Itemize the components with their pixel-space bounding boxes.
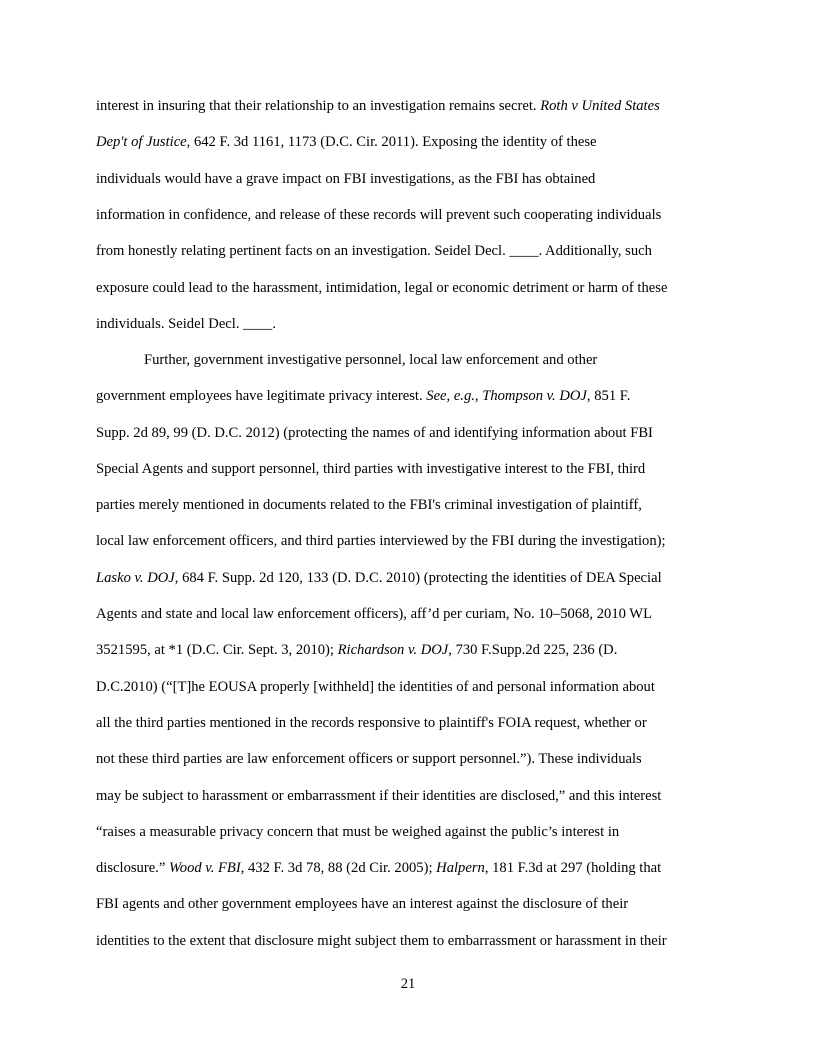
text-line: may be subject to harassment or embarrassment if their identities are disclosed,” and this interest (96, 788, 662, 804)
text-line: government employees have legitimate privacy interest. See, e.g., Thompson v. DOJ, 851 F. (96, 388, 631, 404)
paragraph-first-line: Further, government investigative personnel, local law enforcement and other (144, 352, 598, 368)
text-line: Special Agents and support personnel, third parties with investigative interest to the FBI, third (96, 461, 646, 477)
text-line: from honestly relating pertinent facts on an investigation. Seidel Decl. ____. Additionally, such (96, 243, 652, 259)
text-line: not these third parties are law enforcement officers or support personnel.”). These individuals (96, 751, 642, 767)
text-line: FBI agents and other government employees have an interest against the disclosure of their (96, 896, 629, 912)
page-number: 21 (400, 976, 416, 992)
text-line: D.C.2010) (“[T]he EOUSA properly [withheld] the identities of and personal information about (96, 679, 655, 695)
text-line: local law enforcement officers, and third parties interviewed by the FBI during the investigation); (96, 533, 666, 549)
text-line: “raises a measurable privacy concern that must be weighed against the public’s interest in (96, 824, 620, 840)
text-line: individuals. Seidel Decl. ____. (96, 316, 276, 332)
text-line: individuals would have a grave impact on FBI investigations, as the FBI has obtained (96, 171, 596, 187)
text-line: Supp. 2d 89, 99 (D. D.C. 2012) (protecting the names of and identifying information about FBI (96, 425, 653, 441)
text-line: 3521595, at *1 (D.C. Cir. Sept. 3, 2010); Richardson v. DOJ, 730 F.Supp.2d 225, 236 (D. (96, 642, 618, 658)
text-line: all the third parties mentioned in the records responsive to plaintiff's FOIA request, whether or (96, 715, 647, 731)
text-line: identities to the extent that disclosure might subject them to embarrassment or harassment in their (96, 933, 667, 949)
text-line: disclosure.” Wood v. FBI, 432 F. 3d 78, 88 (2d Cir. 2005); Halpern, 181 F.3d at 297 (holding that (96, 860, 662, 876)
text-line: parties merely mentioned in documents related to the FBI's criminal investigation of plaintiff, (96, 497, 642, 513)
text-line: Dep't of Justice, 642 F. 3d 1161, 1173 (D.C. Cir. 2011). Exposing the identity of these (96, 134, 597, 150)
text-line: Agents and state and local law enforcement officers), aff’d per curiam, No. 10–5068, 2010 WL (96, 606, 652, 622)
text-line: Lasko v. DOJ, 684 F. Supp. 2d 120, 133 (D. D.C. 2010) (protecting the identities of DEA Special (96, 570, 662, 586)
text-line: information in confidence, and release of these records will prevent such cooperating individuals (96, 207, 662, 223)
text-line: exposure could lead to the harassment, intimidation, legal or economic detriment or harm of these (96, 280, 668, 296)
text-line: interest in insuring that their relationship to an investigation remains secret. Roth v United States (96, 98, 660, 114)
